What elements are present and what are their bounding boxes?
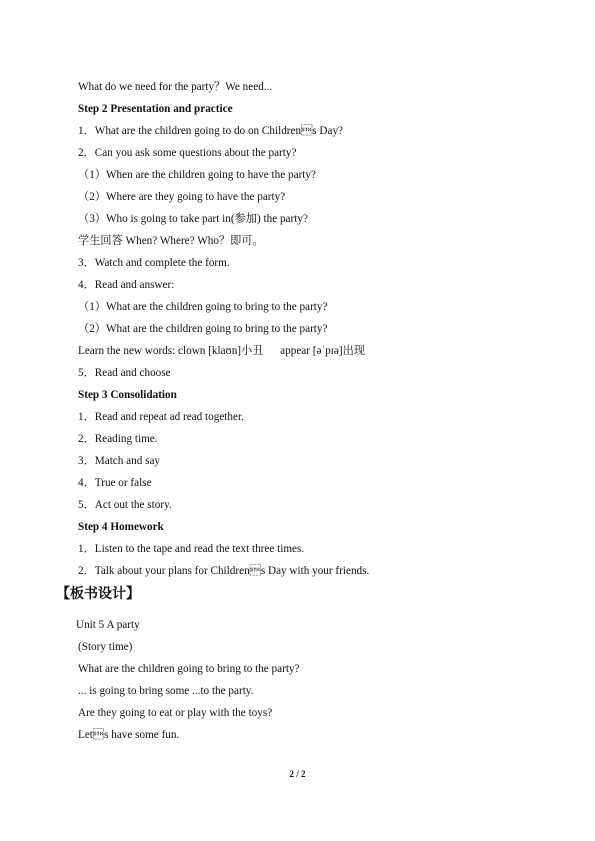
list-item: （2）What are the children going to bring to the party?	[78, 323, 328, 335]
step-4-heading: Step 4 Homework	[78, 521, 164, 533]
board-line: What are the children going to bring to the party?	[78, 663, 300, 675]
list-item: （1）What are the children going to bring to the party?	[78, 301, 328, 313]
list-item: （1）When are the children going to have the party?	[78, 169, 316, 181]
board-design-heading: 【板书设计】	[56, 587, 140, 602]
list-item: 1．Read and repeat ad read together.	[78, 411, 244, 423]
list-item: 2．Can you ask some questions about the party?	[78, 147, 297, 159]
board-line: Lets have some fun.	[78, 729, 180, 741]
step-3-heading: Step 3 Consolidation	[78, 389, 177, 401]
list-item: 3．Match and say	[78, 455, 161, 467]
list-item: （2）Where are they going to have the party?	[78, 191, 286, 203]
list-item: 1．What are the children going to do on Childrens Day?	[78, 125, 344, 137]
list-item: 3．Watch and complete the form.	[78, 257, 230, 269]
board-line: Are they going to eat or play with the toys?	[78, 707, 273, 719]
vocabulary-line: Learn the new words: clown [klaʊn]小丑 appear [əˈpɪə]出现	[78, 345, 365, 357]
list-item: 2．Talk about your plans for Childrens Day with your friends.	[78, 565, 370, 577]
list-item: 1．Listen to the tape and read the text three times.	[78, 543, 305, 555]
list-item: 4．True or false	[78, 477, 152, 489]
list-item: 2．Reading time.	[78, 433, 158, 445]
list-item: 5．Act out the story.	[78, 499, 172, 511]
text-line: 学生回答 When? Where? Who？即可。	[78, 235, 264, 247]
board-line: (Story time)	[78, 641, 133, 653]
list-item: （3）Who is going to take part in(参加) the party?	[78, 213, 308, 225]
board-line: Unit 5 A party	[76, 619, 140, 631]
step-2-heading: Step 2 Presentation and practice	[78, 103, 233, 115]
list-item: 5．Read and choose	[78, 367, 171, 379]
page-number: 2 / 2	[289, 769, 306, 779]
text-line: What do we need for the party？We need...	[78, 81, 273, 93]
list-item: 4．Read and answer:	[78, 279, 175, 291]
board-line: ... is going to bring some ...to the party.	[78, 685, 254, 697]
